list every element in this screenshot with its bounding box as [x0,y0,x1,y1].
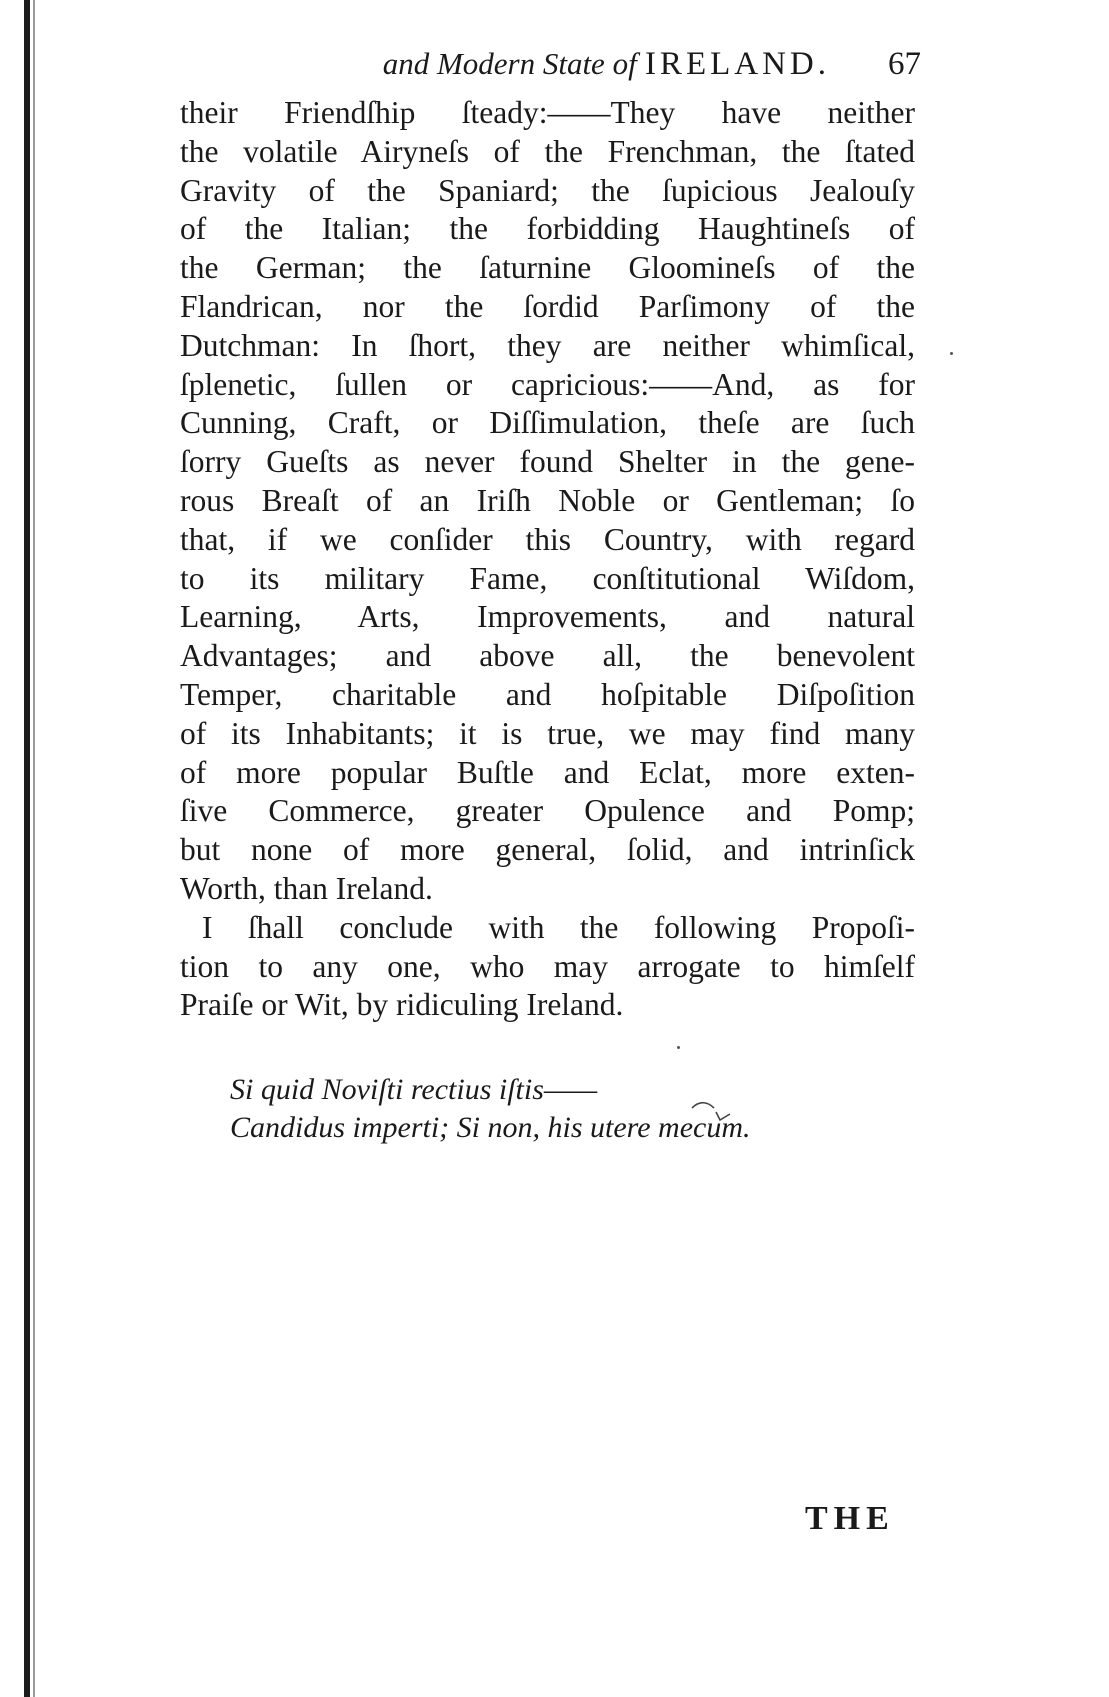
book-page [180,38,921,1147]
paragraph-2 [180,909,915,1025]
quote-line-1: Si quid Noviſti rectius iſtis—— [230,1073,598,1107]
text-line: Cunning, Craft, or Diſſimulation, theſe are ſuch [180,405,915,441]
text-line: ſorry Gueſts as never found Shelter in the gene- [180,444,915,480]
speck [950,352,953,355]
text-line: ſive Commerce, greater Opulence and Pomp; [180,793,915,829]
text-line: to its military Fame, conſtitutional Wiſdom, [180,560,915,596]
text-line: their Friendſhip ſteady:——They have neither [180,95,915,130]
text-line: Worth, than Ireland. [180,870,433,906]
text-line: of more popular Buſtle and Eclat, more exten- [180,754,915,790]
text-line: ſplenetic, ſullen or capricious:——And, as for [180,366,915,402]
body-text [180,94,915,1025]
text-line: Learning, Arts, Improvements, and natural [180,599,915,635]
text-line: of its Inhabitants; it is true, we may find many [180,715,915,751]
text-line: Advantages; and above all, the benevolent [180,638,915,674]
quote-line-2: Candidus imperti; Si non, his utere mecum. [230,1111,751,1145]
speck [677,1046,680,1049]
text-line: tion to any one, who may arrogate to himſelf [180,948,915,984]
text-line: Dutchman: In ſhort, they are neither whimſical, [180,327,915,363]
text-line: but none of more general, ſolid, and intrinſick [180,832,915,868]
text-line: I ſhall conclude with the following Propoſi- [202,909,915,945]
catchword: THE [805,1500,895,1537]
text-line: Praiſe or Wit, by ridiculing Ireland. [180,987,624,1023]
running-title: and Modern State of IRELAND. [382,46,830,82]
text-line: the volatile Airyneſs of the Frenchman, the ſtated [180,133,915,169]
text-line: Gravity of the Spaniard; the ſupicious Jealouſy [180,172,915,208]
ink-mark [690,1098,740,1128]
text-line: the German; the ſaturnine Gloomineſs of the [180,250,915,286]
text-line: of the Italian; the forbidding Haughtineſs of [180,211,915,247]
text-line: Temper, charitable and hoſpitable Diſpoſition [180,676,915,712]
paragraph-1 [180,94,915,909]
text-line: rous Breaſt of an Iriſh Noble or Gentleman; ſo [180,482,915,518]
page-number: 67 [888,46,921,82]
binding-edge [24,0,30,1697]
latin-quotation [180,1071,915,1147]
running-header [180,38,921,94]
text-line: that, if we conſider this Country, with regard [180,521,915,557]
binding-shadow [33,0,35,1697]
text-line: Flandrican, nor the ſordid Parſimony of the [180,288,915,324]
